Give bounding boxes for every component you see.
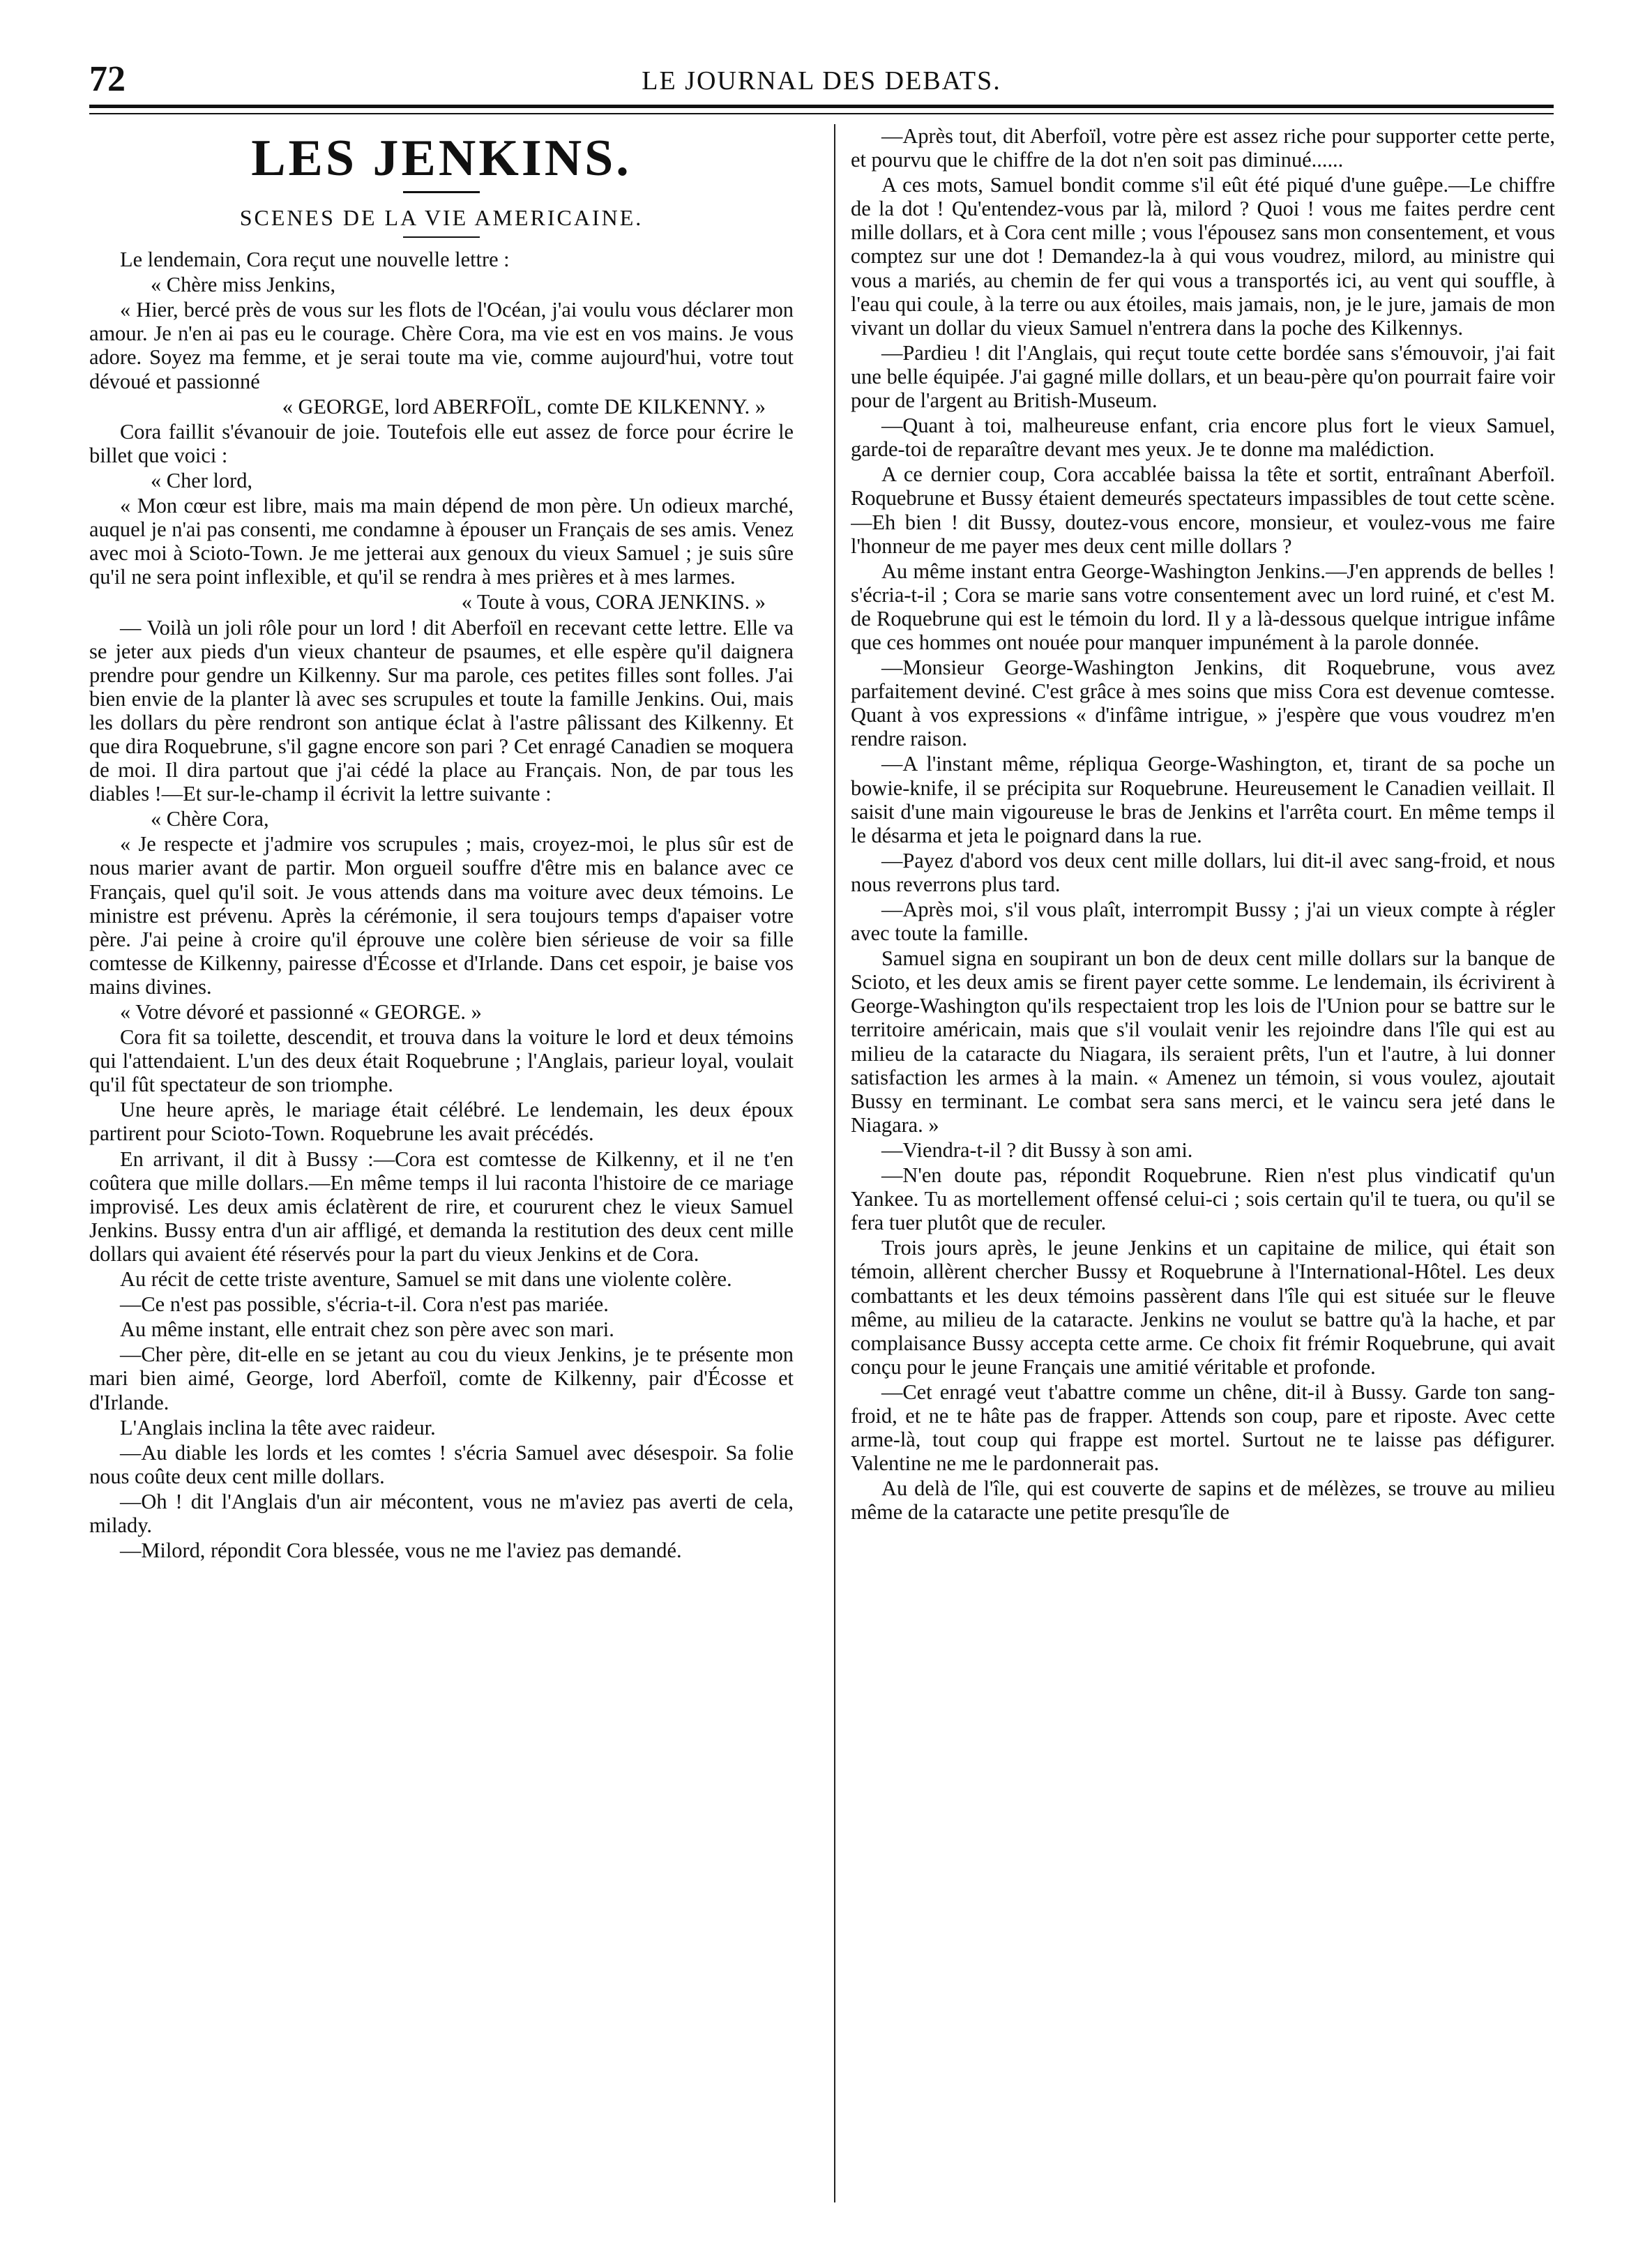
paragraph: —Après moi, s'il vous plaît, interrompit Bussy ; j'ai un vieux compte à régler avec toute la famille. (851, 898, 1555, 946)
paragraph: En arrivant, il dit à Bussy :—Cora est comtesse de Kilkenny, et il ne t'en coûtera que mille dollars.—En même temps il lui raconta l'histoire de ce mariage improvisé. Les deux amis éclatèrent de rire, et coururent chez le vieux Samuel Jenkins. Bussy entra d'un air affligé, et demanda la restitution des deux cent mille dollars qui avaient été réservés pour la part du vieux Jenkins et de Cora. (89, 1147, 794, 1266)
paragraph: —Pardieu ! dit l'Anglais, qui reçut toute cette bordée sans s'émouvoir, j'ai fait une belle équipée. J'ai gagné mille dollars, et un beau-père qu'on pourrait faire voir pour de l'argent au British-Museum. (851, 340, 1555, 413)
paragraph: Une heure après, le mariage était célébré. Le lendemain, les deux époux partirent pour Scioto-Town. Roquebrune les avait précédés. (89, 1098, 794, 1146)
article-title: LES JENKINS. (251, 130, 632, 187)
paragraph: —Cet enragé veut t'abattre comme un chêne, dit-il à Bussy. Garde ton sang-froid, et ne te hâte pas de frapper. Attends son coup, pare et riposte. Avec cette arme-là, tout coup qui frappe est mortel. Surtout ne te laisse pas défigurer. Valentine ne me le pardonnerait pas. (851, 1379, 1555, 1476)
paragraph: —Milord, répondit Cora blessée, vous ne me l'aviez pas demandé. (120, 1539, 682, 1563)
paragraph: —Au diable les lords et les comtes ! s'écria Samuel avec désespoir. Sa folie nous coûte deux cent mille dollars. (89, 1440, 794, 1488)
letter-greeting: « Chère miss Jenkins, (151, 273, 336, 297)
paragraph: —Quant à toi, malheureuse enfant, cria encore plus fort le vieux Samuel, garde-toi de reparaître devant mes yeux. Je te donne ma malédiction. (851, 414, 1555, 462)
paragraph: —Après tout, dit Aberfoïl, votre père est assez riche pour supporter cette perte, et pourvu que le chiffre de la dot n'en soit pas diminué...... (851, 124, 1555, 172)
paragraph: « Je respecte et j'admire vos scrupules ; mais, croyez-moi, le plus sûr est de nous marier avant de partir. Mon orgueil souffre d'être mis en balance avec ce Français, quel qu'il soit. Je vous attends dans ma voiture avec deux témoins. Le ministre est prévenu. Après la cérémonie, il sera toujours temps d'apaiser votre père. J'ai peine à croire qu'il éprouve une colère bien sérieuse de voir sa fille comtesse de Kilkenny, pairesse d'Écosse et d'Irlande. Dans cet espoir, je baise vos mains divines. (89, 832, 794, 999)
running-title: LE JOURNAL DES DEBATS. (642, 66, 1001, 96)
paragraph: —Oh ! dit l'Anglais d'un air mécontent, vous ne m'aviez pas averti de cela, milady. (89, 1489, 794, 1537)
paragraph: —Ce n'est pas possible, s'écria-t-il. Cora n'est pas mariée. (120, 1292, 609, 1317)
column-divider (834, 124, 835, 2202)
paragraph: —Cher père, dit-elle en se jetant au cou du vieux Jenkins, je te présente mon mari bien aimé, George, lord Aberfoïl, comte de Kilkenny, pair d'Écosse et d'Irlande. (89, 1343, 794, 1414)
header-rule-thick (89, 105, 1554, 108)
paragraph: —Payez d'abord vos deux cent mille dollars, lui dit-il avec sang-froid, et nous nous reverrons plus tard. (851, 848, 1555, 896)
letter-signature: « Votre dévoré et passionné « GEORGE. » (120, 1000, 482, 1024)
paragraph: L'Anglais inclina la tête avec raideur. (120, 1415, 436, 1439)
paragraph: A ces mots, Samuel bondit comme s'il eût été piqué d'une guêpe.—Le chiffre de la dot ! Qu'entendez-vous par là, milord ? Quoi ! vous me faites perdre cent mille dollars, et à Cora cent mille ; vous l'épousez sans mon consentement, et vous comptez sur une dot ! Demandez-la à qui vous voudrez, milord, au ministre qui vous a mariés, au chemin de fer qui vous a transportés ici, au vent qui souffle, à l'eau qui coule, à la terre ou aux étoiles, mais jamais, non, je le jure, jamais de mon vivant un dollar du vieux Samuel n'entrera dans la poche des Kilkennys. (851, 173, 1555, 340)
paragraph: Trois jours après, le jeune Jenkins et un capitaine de milice, qui était son témoin, allèrent chercher Bussy et Roquebrune à l'International-Hôtel. Les deux combattants et les deux témoins passèrent dans l'île qui est située sur le fleuve même, au milieu de la cataracte. Jenkins ne voulut se battre qu'à la hache, et par complaisance Bussy accepta cette arme. Ce choix fit frémir Roquebrune, qui avait conçu pour le jeune Français une amitié véritable et profonde. (851, 1236, 1555, 1379)
paragraph: Samuel signa en soupirant un bon de deux cent mille dollars sur la banque de Scioto, et les deux amis se firent payer cette somme. Le lendemain, ils écrivirent à George-Washington qu'ils respectaient trop les lois de l'Union pour se battre sur le territoire américain, mais que s'il voulait venir les rejoindre dans l'île qui est au milieu de la cataracte du Niagara, ils seraient prêts, l'un et l'autre, à lui donner satisfaction les armes à la main. « Amenez un témoin, si vous voulez, ajoutait Bussy en terminant. Le combat sera sans merci, et le vaincu sera jeté dans le Niagara. » (851, 946, 1555, 1137)
paragraph: Au même instant, elle entrait chez son père avec son mari. (120, 1317, 614, 1342)
paragraph: Au delà de l'île, qui est couverte de sapins et de mélèzes, se trouve au milieu même de la cataracte une petite presqu'île de (851, 1476, 1555, 1525)
paragraph: — Voilà un joli rôle pour un lord ! dit Aberfoïl en recevant cette lettre. Elle va se jeter aux pieds d'un vieux chanteur de psaumes, et elle espère qu'il daignera prendre pour gendre un Kilkenny. Sur ma parole, ces petites filles sont folles. J'ai bien envie de la planter là avec ses scrupules et toute la famille Jenkins. Oui, mais les dollars du père rendront son antique éclat à l'astre pâlissant des Kilkenny. Et que dira Roquebrune, s'il gagne encore son pari ? Cet enragé Canadien se moquera de moi. Il dira partout que j'ai cédé la place au Français. Non, de par tous les diables !—Et sur-le-champ il écrivit la lettre suivante : (89, 615, 794, 806)
title-rule (403, 191, 480, 193)
paragraph: —N'en doute pas, répondit Roquebrune. Rien n'est plus vindicatif qu'un Yankee. Tu as mortellement offensé celui-ci ; sois certain qu'il te tuera, ou qu'il se fera tuer plutôt que de reculer. (851, 1163, 1555, 1235)
right-column (851, 124, 1555, 2202)
paragraph: Cora faillit s'évanouir de joie. Toutefois elle eut assez de force pour écrire le billet que voici : (89, 419, 794, 467)
letter-greeting: « Chère Cora, (151, 807, 269, 831)
left-column (89, 124, 794, 2202)
letter-signature: « Toute à vous, CORA JENKINS. » (461, 590, 766, 614)
paragraph: Au même instant entra George-Washington Jenkins.—J'en apprends de belles ! s'écria-t-il ; Cora se marie sans votre consentement avec un lord ruiné, et c'est M. de Roquebrune qui est le témoin du lord. Il y a là-dessous quelque intrigue infâme que ces hommes ont nouée pour manquer impunément à la parole donnée. (851, 559, 1555, 654)
subtitle-rule (403, 236, 480, 238)
paragraph: —A l'instant même, répliqua George-Washington, et, tirant de sa poche un bowie-knife, il se précipita sur Roquebrune. Heureusement le Canadien veillait. Il saisit d'une main vigoureuse le bras de Jenkins et l'arrêta court. En même temps il le désarma et jeta le poignard dans la rue. (851, 752, 1555, 847)
paragraph: —Viendra-t-il ? dit Bussy à son ami. (881, 1137, 1193, 1162)
letter-signature: « GEORGE, lord ABERFOÏL, comte DE KILKENNY. » (282, 394, 766, 418)
letter-greeting: « Cher lord, (151, 468, 253, 492)
paragraph: « Mon cœur est libre, mais ma main dépend de mon père. Un odieux marché, auquel je n'ai pas consenti, me condamne à épouser un Français de ses amis. Venez avec moi à Scioto-Town. Je me jetterai aux genoux du vieux Samuel ; je suis sûre qu'il ne sera point inflexible, et qu'il se rendra à mes prières et à mes larmes. (89, 494, 794, 589)
page-number: 72 (89, 59, 126, 99)
paragraph: Le lendemain, Cora reçut une nouvelle lettre : (120, 248, 510, 272)
paragraph: —Monsieur George-Washington Jenkins, dit Roquebrune, vous avez parfaitement deviné. C'est grâce à mes soins que miss Cora est devenue comtesse. Quant à vos expressions « d'infâme intrigue, » j'espère que vous voudrez m'en rendre raison. (851, 656, 1555, 751)
header-rule-thin (89, 113, 1554, 114)
paragraph: « Hier, bercé près de vous sur les flots de l'Océan, j'ai voulu vous déclarer mon amour. Je n'en ai pas eu le courage. Chère Cora, ma vie est en vos mains. Je vous adore. Soyez ma femme, et je serai toute ma vie, comme aujourd'hui, votre tout dévoué et passionné (89, 298, 794, 393)
article-subtitle: SCENES DE LA VIE AMERICAINE. (239, 205, 644, 230)
paragraph: Au récit de cette triste aventure, Samuel se mit dans une violente colère. (120, 1267, 732, 1292)
paragraph: A ce dernier coup, Cora accablée baissa la tête et sortit, entraînant Aberfoïl. Roquebrune et Bussy étaient demeurés spectateurs impassibles de tout cette scène.—Eh bien ! dit Bussy, doutez-vous encore, monsieur, et voulez-vous me faire l'honneur de me payer mes deux cent mille dollars ? (851, 462, 1555, 558)
paragraph: Cora fit sa toilette, descendit, et trouva dans la voiture le lord et deux témoins qui l'attendaient. L'un des deux était Roquebrune ; l'Anglais, parieur loyal, voulait qu'il fût spectateur de son triomphe. (89, 1025, 794, 1097)
page-header (89, 59, 1554, 100)
